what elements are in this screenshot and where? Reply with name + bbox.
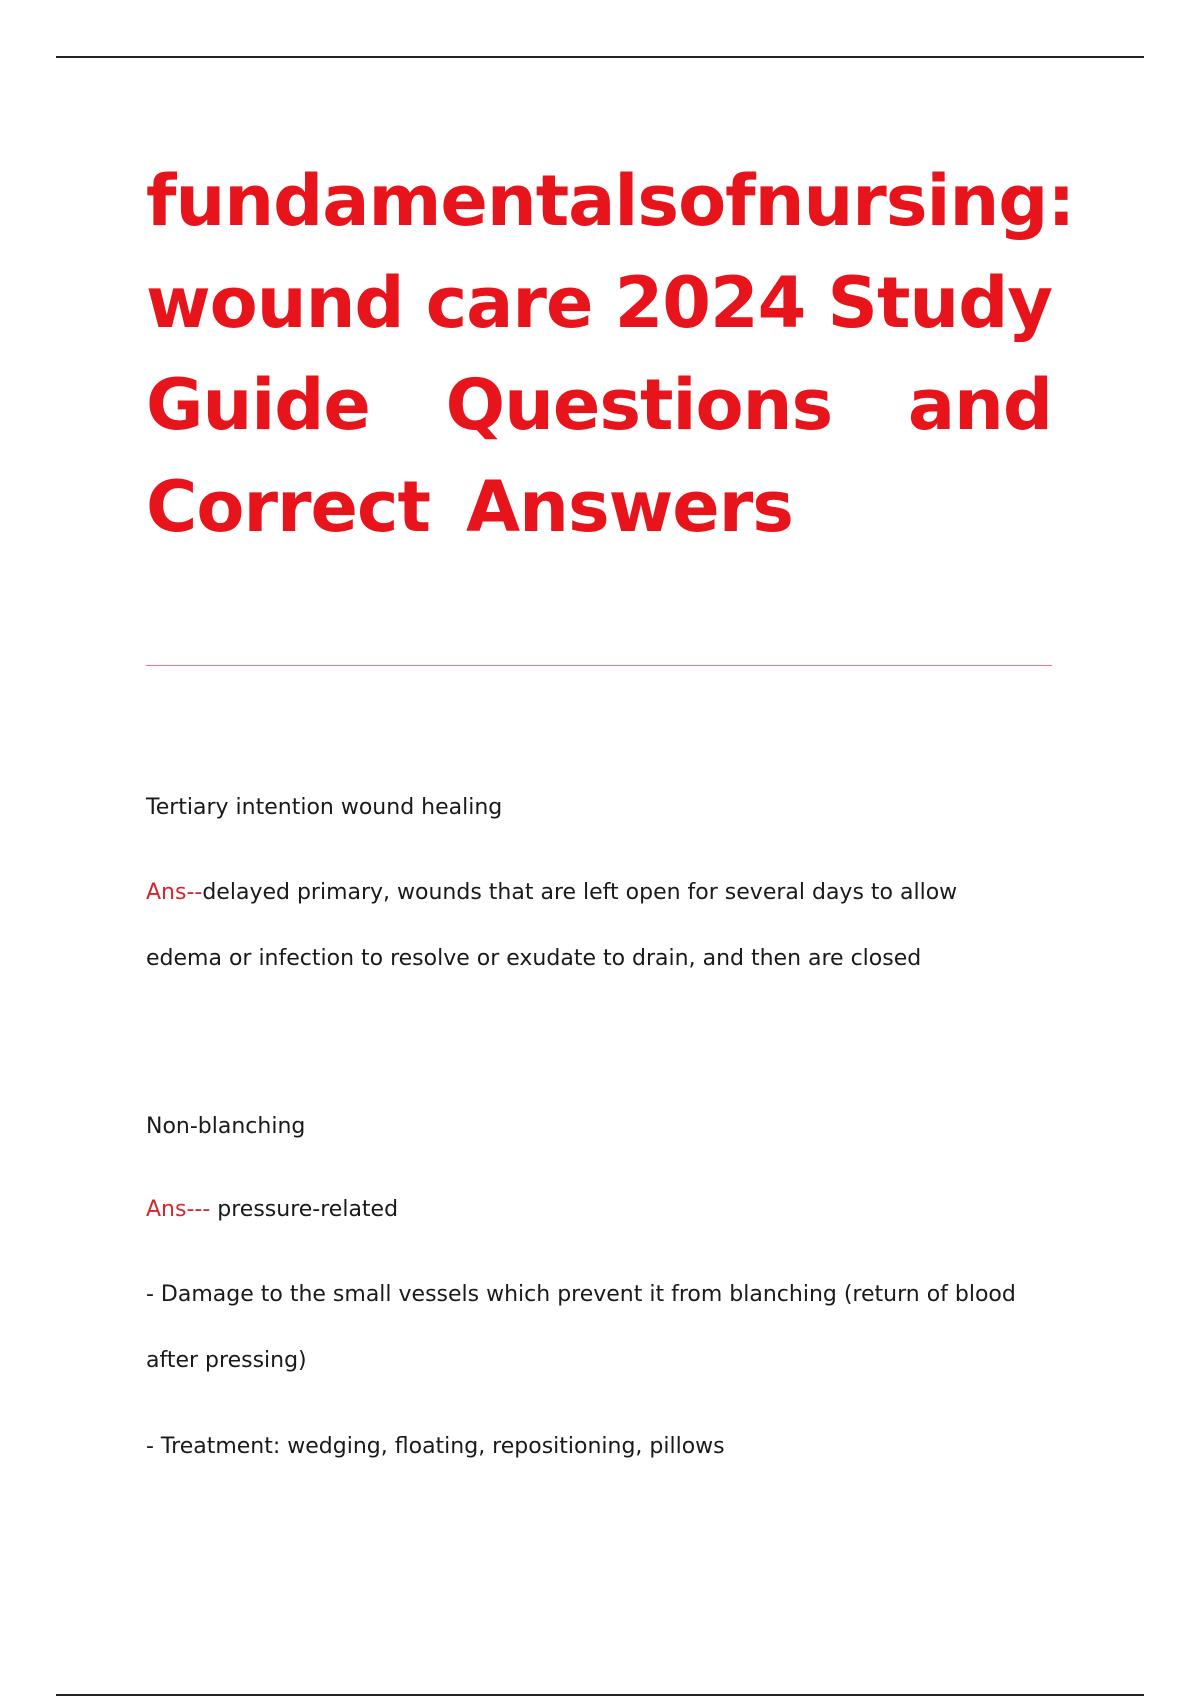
title-word: Questions bbox=[445, 364, 833, 446]
answer-line bbox=[146, 880, 1052, 905]
title-word: 2024 bbox=[614, 262, 806, 344]
answer-text: delayed primary, wounds that are left open for several days to allow bbox=[202, 880, 958, 905]
title-word: of bbox=[678, 160, 755, 242]
title-word: and bbox=[907, 364, 1052, 446]
page-top-rule bbox=[56, 56, 1144, 58]
document-title bbox=[146, 150, 1075, 558]
title-word: fundamentals bbox=[146, 160, 679, 242]
answer-detail: after pressing) bbox=[146, 1348, 307, 1373]
title-word: nursing: bbox=[754, 160, 1075, 242]
answer-detail: - Treatment: wedging, floating, repositioning, pillows bbox=[146, 1434, 725, 1459]
answer-detail: - Damage to the small vessels which prevent it from blanching (return of blood bbox=[146, 1282, 1016, 1307]
title-separator bbox=[146, 665, 1052, 666]
title-word: Guide bbox=[146, 364, 370, 446]
title-line bbox=[146, 456, 1052, 558]
answer-line bbox=[146, 1197, 1052, 1222]
title-line bbox=[146, 252, 1052, 354]
title-line bbox=[146, 150, 1075, 252]
answer-prefix: Ans--- bbox=[146, 1197, 211, 1222]
title-word: Correct bbox=[146, 466, 430, 548]
title-word: wound bbox=[146, 262, 404, 344]
title-word: Study bbox=[827, 262, 1052, 344]
title-line bbox=[146, 354, 1052, 456]
answer-text: pressure-related bbox=[210, 1197, 399, 1222]
question-text: Tertiary intention wound healing bbox=[146, 795, 503, 820]
answer-line: edema or infection to resolve or exudate to drain, and then are closed bbox=[146, 946, 922, 971]
title-word: Answers bbox=[465, 466, 793, 548]
page-bottom-rule bbox=[56, 1694, 1144, 1696]
question-text: Non-blanching bbox=[146, 1114, 306, 1139]
title-word: care bbox=[425, 262, 593, 344]
answer-prefix: Ans-- bbox=[146, 880, 203, 905]
